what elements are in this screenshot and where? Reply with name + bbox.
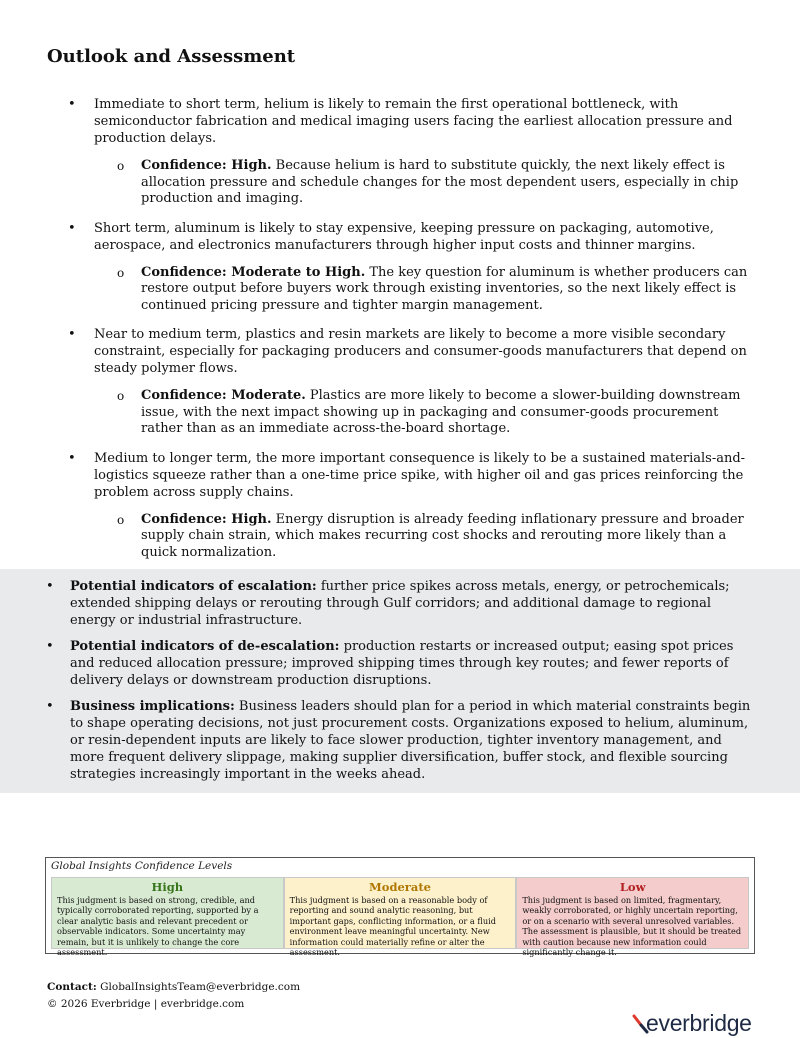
- outlook-point-text: Immediate to short term, helium is likely to remain the first operational bottleneck, with semiconductor fabrication and medical imaging users facing the earliest allocation pressure and production delays.: [94, 97, 733, 146]
- indicators-panel: [0, 569, 800, 793]
- confidence-label: Confidence: High.: [141, 158, 272, 173]
- contact-email-link[interactable]: GlobalInsightsTeam@everbridge.com: [100, 981, 301, 993]
- outlook-item: [0, 326, 800, 438]
- page-title: Outlook and Assessment: [47, 46, 296, 67]
- bullet-icon: •: [68, 220, 76, 236]
- confidence-text: Because helium is hard to substitute quickly, the next likely effect is allocation pressure and schedule changes for the most dependent users, especially in chip production and imaging.: [141, 158, 739, 206]
- confidence-label: Confidence: Moderate to High.: [141, 264, 366, 280]
- copyright: © 2026 Everbridge | everbridge.com: [47, 998, 245, 1010]
- indicator-item-business-implications: [0, 698, 800, 783]
- legend-moderate-label: Moderate: [369, 880, 431, 894]
- indicators-list: [0, 569, 800, 783]
- circle-bullet-icon: o: [117, 512, 125, 527]
- legend-moderate: [284, 877, 517, 958]
- outlook-point: [0, 326, 800, 377]
- confidence-note: [0, 388, 800, 438]
- outlook-item: [0, 220, 800, 315]
- outlook-point-text: Short term, aluminum is likely to stay expensive, keeping pressure on packaging, automotive, aerospace, and electronics manufacturers through higher input costs and thinner margins.: [94, 220, 714, 253]
- bullet-icon: •: [68, 327, 76, 342]
- outlook-point-text: Near to medium term, plastics and resin markets are likely to become a more visible secondary constraint, especially for packaging producers and consumer-goods manufacturers that depend on steady polymer flows.: [94, 327, 747, 376]
- bullet-icon: •: [46, 699, 54, 714]
- outlook-list: [0, 96, 800, 573]
- legend-moderate-text: This judgment is based on a reasonable body of reporting and sound analytic reasoning, but important gaps, conflicting information, or a fluid environment leave meaningful uncertainty. New information could materially refine or alter the assessment.: [289, 895, 496, 958]
- indicator-text: production restarts or increased output; easing spot prices and reduced allocation pressure; improved shipping times through key routes; and fewer reports of delivery delays or downstream production disruptions.: [70, 639, 734, 688]
- outlook-item: [0, 450, 800, 562]
- legend-title: Global Insights Confidence Levels: [51, 860, 233, 872]
- indicator-text: Business leaders should plan for a period in which material constraints begin to shape operating decisions, not just procurement costs. Organizations exposed to helium, aluminum, or resin-dependent inputs are likely to face slower production, tighter inventory management, and more frequent delivery slippage, making supplier diversification, buffer stock, and flexible sourcing strategies increasingly important in the weeks ahead.: [70, 699, 751, 782]
- legend-high-text: This judgment is based on strong, credible, and typically corroborated reporting, supported by a clear analytic basis and relevant precedent or observable indicators. Some uncertainty may remain, but it is unlikely to change the core assessment.: [57, 895, 259, 958]
- indicator-label: Potential indicators of de-escalation:: [70, 639, 340, 654]
- indicator-item-de-escalation: [0, 638, 800, 689]
- indicator-label: Potential indicators of escalation:: [70, 579, 317, 594]
- bullet-icon: •: [68, 450, 76, 466]
- confidence-text: Plastics are more likely to become a slower-building downstream issue, with the next impact showing up in packaging and consumer-goods procurement rather than as an immediate across-the-board shortage.: [141, 388, 741, 436]
- confidence-label: Confidence: High.: [141, 511, 272, 527]
- bullet-icon: •: [46, 579, 54, 594]
- outlook-item: [0, 96, 800, 208]
- outlook-point: [0, 220, 800, 254]
- bullet-icon: •: [68, 97, 76, 112]
- confidence-note: [0, 265, 800, 315]
- confidence-note: [0, 158, 800, 208]
- outlook-point-text: Medium to longer term, the more important consequence is likely to be a sustained materials-and-logistics squeeze rather than a one-time price spike, with higher oil and gas prices reinforcing the problem across supply chains.: [94, 450, 746, 500]
- bullet-icon: •: [46, 639, 54, 654]
- confidence-text: Energy disruption is already feeding inflationary pressure and broader supply chain strain, which makes recurring cost shocks and rerouting more likely than a quick normalization.: [141, 511, 744, 560]
- legend-low: [516, 877, 749, 958]
- confidence-note: [0, 512, 800, 562]
- contact-line: [47, 981, 300, 993]
- logo-text: everbridge: [646, 1010, 752, 1036]
- outlook-point: [0, 96, 800, 147]
- indicator-text: further price spikes across metals, energy, or petrochemicals; extended shipping delays or rerouting through Gulf corridors; and additional damage to regional energy or industrial infrastructure.: [70, 579, 730, 628]
- confidence-label: Confidence: Moderate.: [141, 388, 306, 403]
- everbridge-logo: [632, 1012, 752, 1038]
- legend-high-label: High: [151, 880, 184, 894]
- indicator-item-escalation: [0, 578, 800, 629]
- indicator-label: Business implications:: [70, 699, 235, 714]
- legend-columns: [51, 877, 749, 958]
- circle-bullet-icon: o: [117, 265, 125, 280]
- contact-label: Contact:: [47, 981, 97, 993]
- confidence-legend: [45, 857, 755, 958]
- outlook-point: [0, 450, 800, 501]
- circle-bullet-icon: o: [117, 159, 125, 173]
- circle-bullet-icon: o: [117, 389, 125, 403]
- legend-low-label: Low: [619, 880, 646, 894]
- confidence-text: The key question for aluminum is whether producers can restore output before buyers work through existing inventories, so the next likely effect is continued pricing pressure and tighter margin management.: [141, 264, 748, 313]
- legend-high: [51, 877, 284, 958]
- legend-low-text: This judgment is based on limited, fragmentary, weakly corroborated, or highly uncertain reporting, or on a scenario with several unresolved variables. The assessment is plausible, but it should be treated with caution because new information could significantly change it.: [522, 895, 742, 958]
